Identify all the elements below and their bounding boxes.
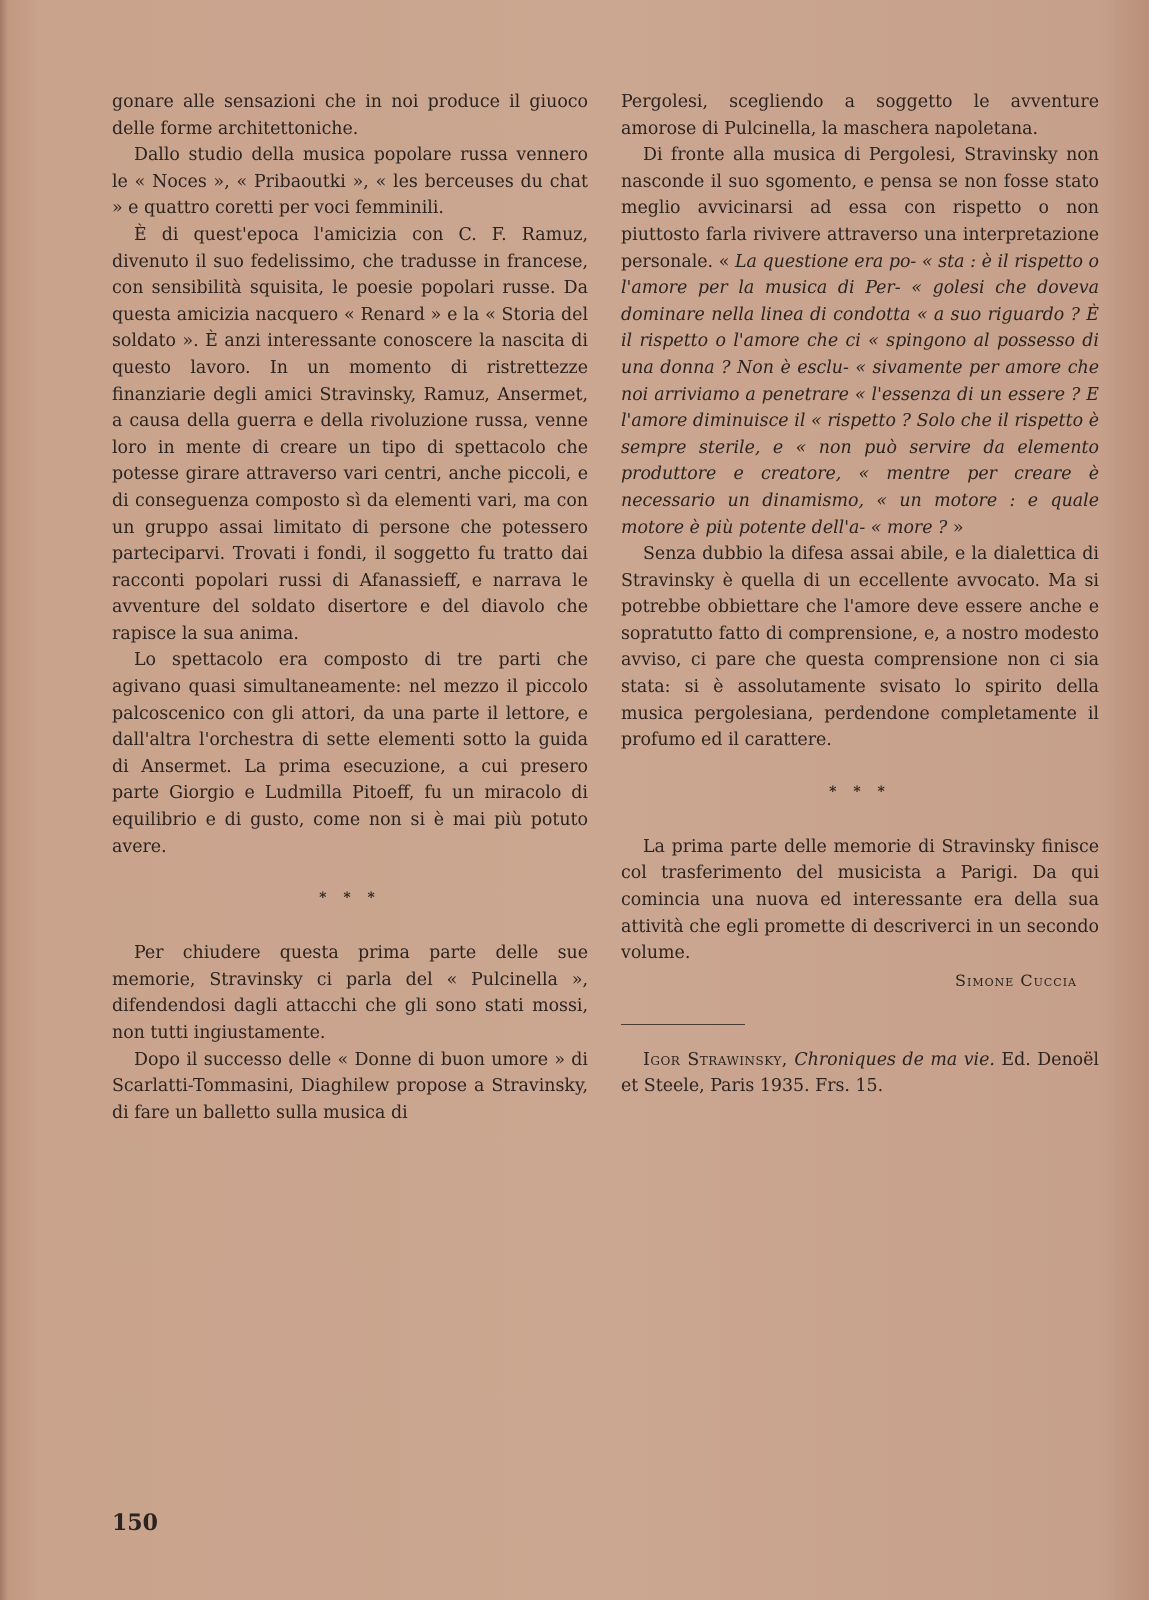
paragraph: Pergolesi, scegliendo a soggetto le avventure amorose di Pulcinella, la maschera napoletana. <box>621 92 1099 139</box>
paragraph-with-quote <box>621 142 1099 541</box>
paragraph: Lo spettacolo era composto di tre parti che agivano quasi simultaneamente: nel mezzo il piccolo palcoscenico con gli attori, da una parte il lettore, e dall'altra l'orchestra di sette elementi sotto la guida di Ansermet. La prima esecuzione, a cui presero parte Giorgio e Ludmilla Pitoeff, fu un miracolo di equilibrio e di gusto, come non si è mai più potuto avere. <box>112 650 588 857</box>
quote-close: » <box>947 517 964 538</box>
left-column <box>112 89 588 1126</box>
paragraph: La prima parte delle memorie di Stravinsky finisce col trasferimento del musicista a Parigi. Da qui comincia una nuova ed interessante era della sua attività che egli promette di descriverci in un secondo volume. <box>621 836 1099 964</box>
section-separator: * * * <box>319 890 381 907</box>
bibliography-details: Ed. Denoël et Steele, Paris 1935. Frs. 15. <box>621 1049 1099 1097</box>
bibliography-title: Chroniques de ma vie. <box>794 1049 995 1070</box>
footnote-rule <box>621 1024 745 1025</box>
paragraph: gonare alle sensazioni che in noi produce il giuoco delle forme architettoniche. <box>112 92 588 139</box>
bibliography-author: Igor Strawinsky, <box>643 1049 788 1070</box>
right-column <box>621 89 1099 1100</box>
page-edge-shadow <box>0 0 8 1600</box>
quote-intro: Di fronte alla musica di Pergolesi, Stravinsky non nasconde il suo sgomento, e pensa se non fosse stato meglio avvicinarsi ad essa con rispetto o non piuttosto farla rivivere attraverso una interpretazione personale. « <box>621 145 1099 272</box>
page-number: 150 <box>112 1510 158 1536</box>
paragraph: Per chiudere questa prima parte delle sue memorie, Stravinsky ci parla del « Pulcinella », difendendosi dagli attacchi che gli sono stati mossi, non tutti ingiustamente. <box>112 943 588 1043</box>
paragraph: Dallo studio della musica popolare russa vennero le « Noces », « Pribaoutki », « les berceuses du chat » e quattro coretti per voci femminili. <box>112 145 588 219</box>
paragraph: Senza dubbio la difesa assai abile, e la dialettica di Stravinsky è quella di un eccellente avvocato. Ma si potrebbe obbiettare che l'amore deve essere anche e sopratutto fatto di comprensione, e, a nostro modesto avviso, ci pare che questa comprensione non ci sia stata: si è assolutamente svisato lo spirito della musica pergolesiana, perdendone completamente il profumo ed il carattere. <box>621 544 1099 751</box>
paragraph: È di quest'epoca l'amicizia con C. F. Ramuz, divenuto il suo fedelissimo, che tradusse in francese, con sensibilità squisita, le poesie popolari russe. Da questa amicizia nacquero « Renard » e la « Storia del soldato ». È anzi interessante conoscere la nascita di questo lavoro. In un momento di ristrettezze finanziarie degli amici Stravinsky, Ramuz, Ansermet, a causa della guerra e della rivoluzione russa, venne loro in mente di creare un tipo di spettacolo che potesse girare attraverso vari centri, anche piccoli, e di conseguenza composto sì da elementi vari, ma con un gruppo assai limitato di persone che potessero parteciparvi. Trovati i fondi, il soggetto fu tratto dai racconti popolari russi di Afanassieff, e narrava le avventure del soldato disertore e del diavolo che rapisce la sua anima. <box>112 224 588 644</box>
author-signature: Simone Cuccia <box>955 970 1077 990</box>
stravinsky-quote: La questione era po- « sta : è il rispetto o l'amore per la musica di Per- « golesi che doveva dominare nella linea di condotta « a suo riguardo ? È il rispetto o l'amore che ci « spingono al possesso di una donna ? Non è esclu- « sivamente per amore che noi arriviamo a penetrare « l'essenza di un essere ? E l'amore diminuisce il « rispetto ? Solo che il rispetto è sempre sterile, e « non può servire da elemento produttore e creatore, « mentre per creare è necessario un dinamismo, « un motore : e quale motore è più potente dell'a- « more ? <box>621 251 1100 538</box>
section-separator: * * * <box>829 783 891 800</box>
bibliography-note <box>621 1047 1099 1100</box>
paragraph: Dopo il successo delle « Donne di buon umore » di Scarlatti-Tommasini, Diaghilew propose a Stravinsky, di fare un balletto sulla musica di <box>112 1049 588 1123</box>
